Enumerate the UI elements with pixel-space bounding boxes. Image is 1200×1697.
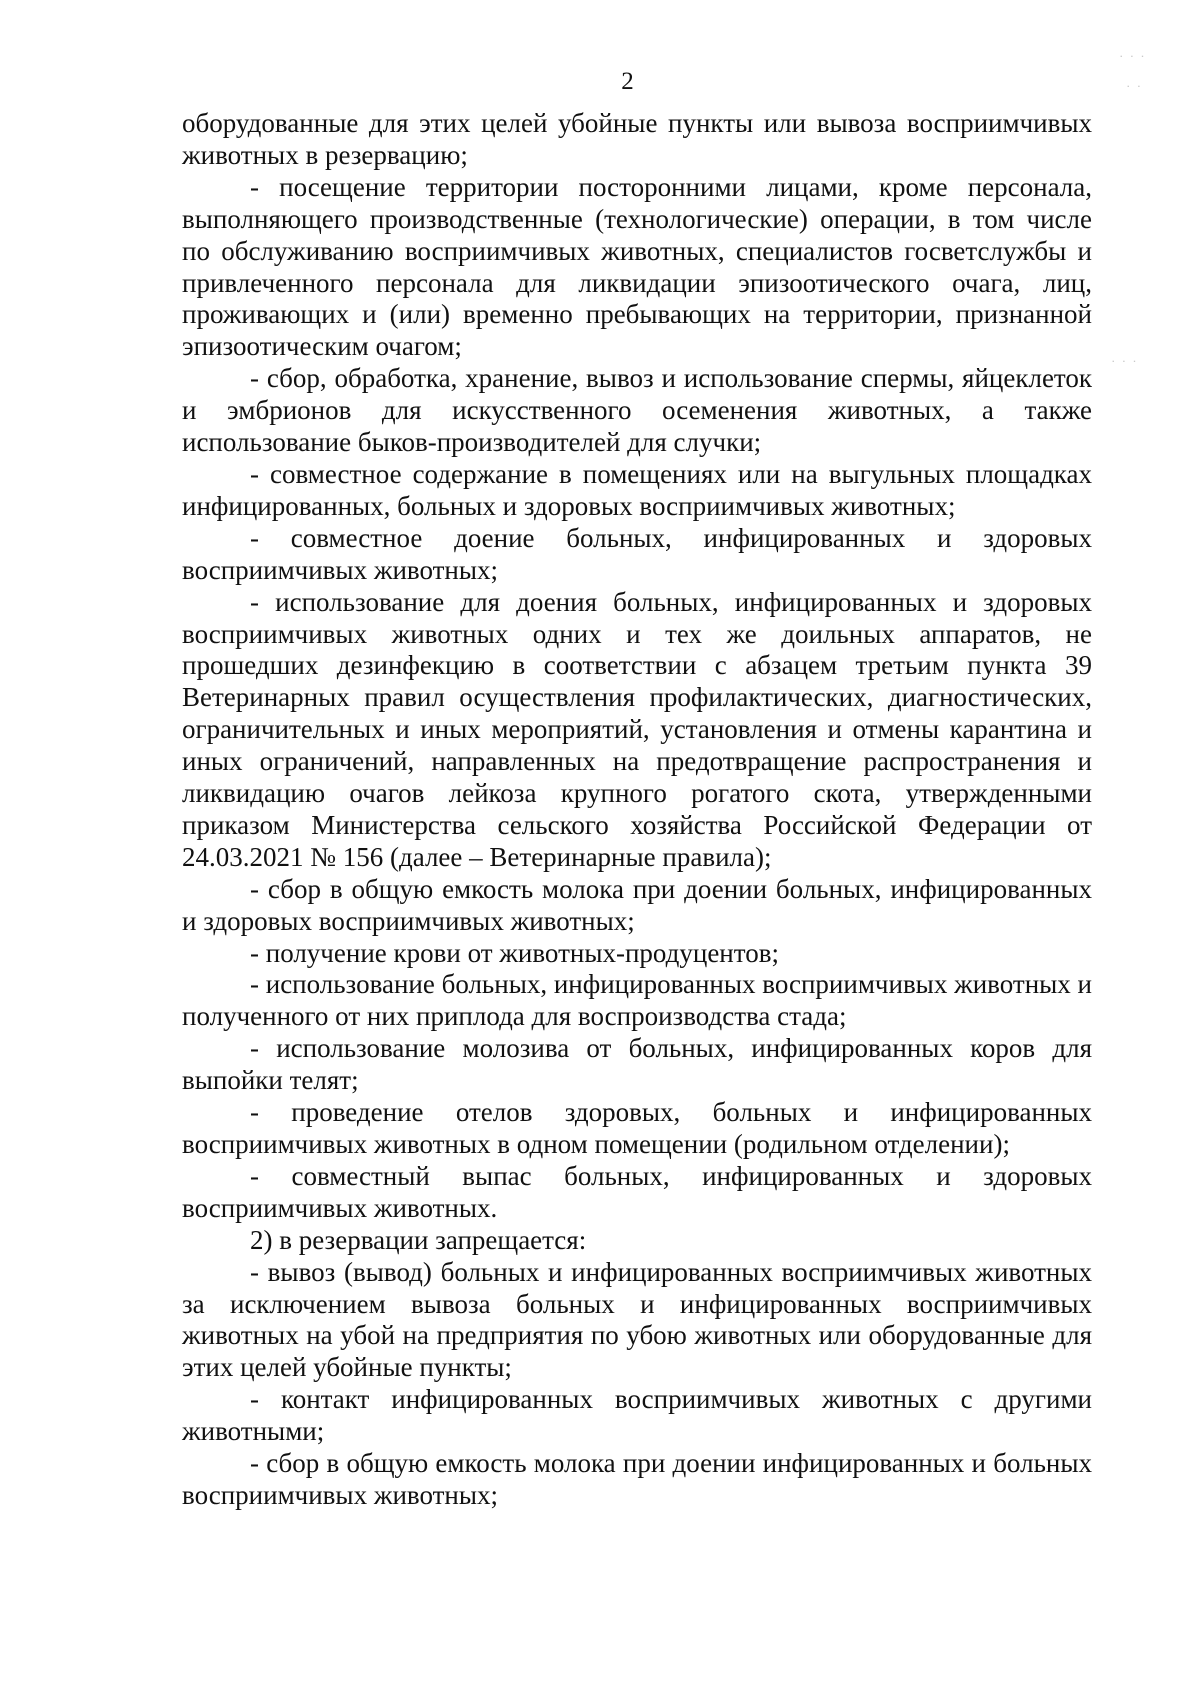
list-item-joint-milking: - совместное доение больных, инфицированных и здоровых восприимчивых животных; [182, 522, 1092, 585]
list-item-visitors-ban: - посещение территории посторонними лицами, кроме персонала, выполняющего производственные (технологические) операции, в том числе по обслуживанию восприимчивых животных, специалистов госветслужбы и привлеченного персонала для ликвидации эпизоотического очага, лиц, проживающих и (или) временно пребывающих на территории, признанной эпизоотическим очагом; [182, 171, 1092, 362]
list-item-blood-collection: - получение крови от животных-продуцентов; [250, 937, 779, 968]
section-heading-reservation: 2) в резервации запрещается: [250, 1224, 587, 1255]
list-item-milking-equipment: - использование для доения больных, инфицированных и здоровых восприимчивых животных одних и тех же доильных аппаратов, не прошедших дезинфекцию в соответствии с абзацем третьим пункта 39 Ветеринарных правил осуществления профилактических, диагностических, ограничительных и иных мероприятий, установления и отмены карантина и иных ограничений, направленных на предотвращение распространения и ликвидацию очагов лейкоза крупного рогатого скота, утвержденными приказом Министерства сельского хозяйства Российской Федерации от 24.03.2021 № 156 (далее – Ветеринарные правила); [182, 586, 1092, 872]
list-item-colostrum-use: - использование молозива от больных, инфицированных коров для выпойки телят; [182, 1033, 1092, 1096]
list-item-sperm-collection: - сбор, обработка, хранение, вывоз и использование спермы, яйцеклеток и эмбрионов для искусственного осеменения животных, а также использование быков-производителей для случки; [182, 363, 1092, 458]
list-item-contact-ban: - контакт инфицированных восприимчивых животных с другими животными; [182, 1384, 1092, 1447]
list-item-milk-collection: - сбор в общую емкость молока при доении больных, инфицированных и здоровых восприимчивых животных; [182, 873, 1092, 936]
page-number: 2 [621, 68, 634, 95]
list-item-grazing: - совместный выпас больных, инфицированных и здоровых восприимчивых животных. [182, 1160, 1092, 1223]
scan-artifact: ˙ ˙ [1125, 85, 1143, 100]
list-item-milk-collection-reservation: - сбор в общую емкость молока при доении инфицированных и больных восприимчивых животных; [182, 1448, 1092, 1510]
list-item-breeding-use: - использование больных, инфицированных восприимчивых животных и полученного от них приплода для воспроизводства стада; [182, 969, 1092, 1032]
scan-artifact: ˙ ˙ ˙ [1118, 55, 1146, 70]
paragraph-continuation: оборудованные для этих целей убойные пункты или вывоза восприимчивых животных в резервацию; [182, 108, 1092, 170]
list-item-calving: - проведение отелов здоровых, больных и инфицированных восприимчивых животных в одном помещении (родильном отделении); [182, 1097, 1092, 1159]
scan-artifact: ˙ ˙ ˙ [1110, 360, 1138, 375]
list-item-joint-housing: - совместное содержание в помещениях или на выгульных площадках инфицированных, больных и здоровых восприимчивых животных; [182, 458, 1092, 521]
list-item-removal-ban: - вывоз (вывод) больных и инфицированных восприимчивых животных за исключением вывоза больных и инфицированных восприимчивых животных на убой на предприятия по убою животных или оборудованные для этих целей убойные пункты; [182, 1256, 1092, 1383]
document-body [182, 108, 1092, 1512]
